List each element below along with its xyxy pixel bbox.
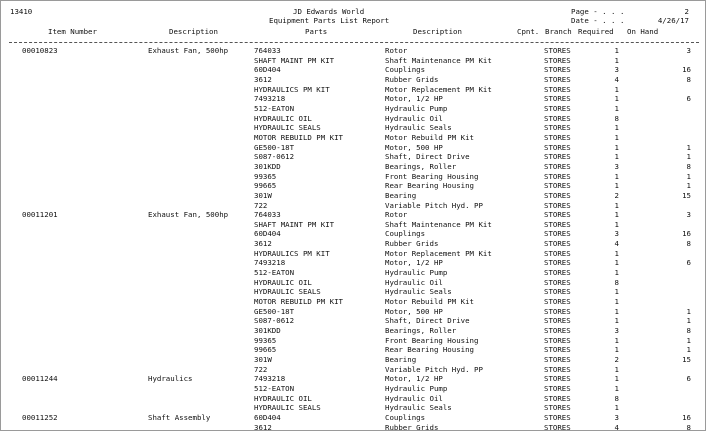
- table-row: [1, 94, 706, 104]
- part-number-cell: 99665: [254, 345, 277, 355]
- part-number-cell: GE500-18T: [254, 306, 295, 316]
- table-row: [1, 403, 706, 413]
- on-hand-qty-cell: 1: [686, 171, 691, 181]
- required-qty-cell: 1: [614, 46, 619, 55]
- required-qty-cell: 1: [614, 306, 619, 316]
- part-number-cell: GE500-18T: [254, 142, 295, 152]
- table-row: [1, 365, 706, 375]
- part-description-cell: Motor, 1/2 HP: [385, 374, 443, 384]
- part-description-cell: Rubber Grids: [385, 422, 439, 431]
- col-header-branch: Branch: [545, 27, 572, 36]
- part-description-cell: Couplings: [385, 412, 426, 422]
- branch-cell: STORES: [544, 306, 571, 316]
- required-qty-cell: 1: [614, 287, 619, 297]
- part-description-cell: Variable Pitch Hyd. PP: [385, 364, 483, 374]
- on-hand-qty-cell: 1: [686, 316, 691, 326]
- part-description-cell: Rotor: [385, 46, 408, 55]
- part-description-cell: Couplings: [385, 229, 426, 239]
- part-number-cell: 60D404: [254, 412, 281, 422]
- required-qty-cell: 1: [614, 248, 619, 258]
- required-qty-cell: 1: [614, 345, 619, 355]
- date-label: Date - . . .: [571, 16, 625, 25]
- required-qty-cell: 4: [614, 422, 619, 431]
- branch-cell: STORES: [544, 374, 571, 384]
- table-row: [1, 268, 706, 278]
- branch-cell: STORES: [544, 200, 571, 210]
- table-row: [1, 143, 706, 153]
- part-number-cell: 99365: [254, 335, 277, 345]
- part-description-cell: Bearings, Roller: [385, 161, 457, 171]
- part-description-cell: Shaft Maintenance PM Kit: [385, 55, 492, 65]
- branch-cell: STORES: [544, 161, 571, 171]
- branch-cell: STORES: [544, 210, 571, 220]
- table-row: [1, 394, 706, 404]
- table-row: [1, 326, 706, 336]
- part-description-cell: Hydraulic Oil: [385, 277, 443, 287]
- part-number-cell: 512-EATON: [254, 268, 295, 278]
- on-hand-qty-cell: 16: [682, 65, 691, 75]
- part-description-cell: Hydraulic Pump: [385, 268, 448, 278]
- required-qty-cell: 1: [614, 132, 619, 142]
- report-number: 13410: [10, 7, 33, 16]
- on-hand-qty-cell: 15: [682, 355, 691, 364]
- on-hand-qty-cell: 8: [686, 161, 691, 171]
- part-number-cell: 512-EATON: [254, 383, 295, 393]
- part-description-cell: Bearings, Roller: [385, 326, 457, 336]
- on-hand-qty-cell: 1: [686, 181, 691, 191]
- branch-cell: STORES: [544, 239, 571, 249]
- required-qty-cell: 1: [614, 297, 619, 307]
- on-hand-qty-cell: 8: [686, 326, 691, 336]
- required-qty-cell: 1: [614, 403, 619, 413]
- part-number-cell: HYDRAULIC SEALS: [254, 403, 321, 413]
- on-hand-qty-cell: 3: [686, 46, 691, 55]
- required-qty-cell: 1: [614, 335, 619, 345]
- table-row: [1, 114, 706, 124]
- required-qty-cell: 1: [614, 210, 619, 220]
- required-qty-cell: 1: [614, 374, 619, 384]
- parts-table-body: [1, 46, 706, 431]
- table-row: [1, 133, 706, 143]
- item-number-cell: 00011252: [22, 412, 58, 422]
- part-number-cell: 301KDD: [254, 326, 281, 336]
- table-row: [1, 287, 706, 297]
- table-row: [1, 46, 706, 56]
- table-row: [1, 85, 706, 95]
- branch-cell: STORES: [544, 345, 571, 355]
- branch-cell: STORES: [544, 248, 571, 258]
- part-number-cell: HYDRAULICS PM KIT: [254, 248, 330, 258]
- part-number-cell: HYDRAULICS PM KIT: [254, 84, 330, 94]
- on-hand-qty-cell: 1: [686, 152, 691, 162]
- branch-cell: STORES: [544, 181, 571, 191]
- table-row: [1, 210, 706, 220]
- branch-cell: STORES: [544, 219, 571, 229]
- part-description-cell: Hydraulic Pump: [385, 103, 448, 113]
- branch-cell: STORES: [544, 258, 571, 268]
- table-row: [1, 239, 706, 249]
- item-number-cell: 00011201: [22, 210, 58, 220]
- part-number-cell: 301W: [254, 355, 272, 364]
- required-qty-cell: 1: [614, 152, 619, 162]
- part-description-cell: Rear Bearing Housing: [385, 345, 474, 355]
- required-qty-cell: 1: [614, 316, 619, 326]
- required-qty-cell: 1: [614, 94, 619, 104]
- col-header-cpnt: Cpnt.: [517, 27, 540, 36]
- branch-cell: STORES: [544, 422, 571, 431]
- branch-cell: STORES: [544, 94, 571, 104]
- table-row: [1, 65, 706, 75]
- required-qty-cell: 3: [614, 229, 619, 239]
- on-hand-qty-cell: 6: [686, 374, 691, 384]
- part-description-cell: Hydraulic Seals: [385, 123, 452, 133]
- on-hand-qty-cell: 8: [686, 239, 691, 249]
- item-number-cell: 00010823: [22, 46, 58, 55]
- part-description-cell: Rubber Grids: [385, 239, 439, 249]
- table-row: [1, 191, 706, 201]
- page-number: 2: [684, 7, 689, 16]
- part-description-cell: Motor, 500 HP: [385, 142, 443, 152]
- required-qty-cell: 1: [614, 142, 619, 152]
- required-qty-cell: 1: [614, 181, 619, 191]
- page-label: Page - . . .: [571, 7, 625, 16]
- on-hand-qty-cell: 8: [686, 74, 691, 84]
- part-number-cell: 764033: [254, 210, 281, 220]
- header-divider: [9, 42, 699, 43]
- on-hand-qty-cell: 1: [686, 306, 691, 316]
- part-description-cell: Variable Pitch Hyd. PP: [385, 200, 483, 210]
- table-row: [1, 374, 706, 384]
- table-row: [1, 413, 706, 423]
- required-qty-cell: 1: [614, 219, 619, 229]
- part-number-cell: 764033: [254, 46, 281, 55]
- part-number-cell: 7493218: [254, 258, 286, 268]
- on-hand-qty-cell: 6: [686, 94, 691, 104]
- branch-cell: STORES: [544, 46, 571, 55]
- part-description-cell: Motor, 500 HP: [385, 306, 443, 316]
- table-row: [1, 355, 706, 365]
- branch-cell: STORES: [544, 403, 571, 413]
- part-number-cell: MOTOR REBUILD PM KIT: [254, 297, 343, 307]
- table-row: [1, 229, 706, 239]
- required-qty-cell: 2: [614, 190, 619, 200]
- on-hand-qty-cell: 6: [686, 258, 691, 268]
- branch-cell: STORES: [544, 152, 571, 162]
- table-row: [1, 181, 706, 191]
- branch-cell: STORES: [544, 326, 571, 336]
- branch-cell: STORES: [544, 364, 571, 374]
- required-qty-cell: 1: [614, 258, 619, 268]
- table-row: [1, 201, 706, 211]
- part-description-cell: Hydraulic Oil: [385, 113, 443, 123]
- part-number-cell: 7493218: [254, 94, 286, 104]
- part-number-cell: SHAFT MAINT PM KIT: [254, 55, 335, 65]
- part-description-cell: Rear Bearing Housing: [385, 181, 474, 191]
- report-subtitle: Equipment Parts List Report: [269, 16, 390, 25]
- part-description-cell: Hydraulic Pump: [385, 383, 448, 393]
- part-description-cell: Hydraulic Oil: [385, 393, 443, 403]
- col-header-parts: Parts: [305, 27, 328, 36]
- table-row: [1, 307, 706, 317]
- part-description-cell: Motor Rebuild PM Kit: [385, 297, 474, 307]
- report-date: 4/26/17: [657, 16, 689, 25]
- part-number-cell: HYDRAULIC OIL: [254, 393, 312, 403]
- part-number-cell: 722: [254, 200, 268, 210]
- branch-cell: STORES: [544, 74, 571, 84]
- branch-cell: STORES: [544, 393, 571, 403]
- part-description-cell: Hydraulic Seals: [385, 403, 452, 413]
- on-hand-qty-cell: 16: [682, 229, 691, 239]
- branch-cell: STORES: [544, 412, 571, 422]
- table-row: [1, 258, 706, 268]
- branch-cell: STORES: [544, 171, 571, 181]
- required-qty-cell: 1: [614, 55, 619, 65]
- part-number-cell: 722: [254, 364, 268, 374]
- part-description-cell: Motor Replacement PM Kit: [385, 84, 492, 94]
- table-row: [1, 423, 706, 431]
- branch-cell: STORES: [544, 229, 571, 239]
- required-qty-cell: 3: [614, 412, 619, 422]
- table-row: [1, 316, 706, 326]
- required-qty-cell: 2: [614, 355, 619, 364]
- part-number-cell: 60D404: [254, 65, 281, 75]
- part-description-cell: Rotor: [385, 210, 408, 220]
- part-number-cell: HYDRAULIC OIL: [254, 113, 312, 123]
- required-qty-cell: 3: [614, 326, 619, 336]
- branch-cell: STORES: [544, 268, 571, 278]
- table-row: [1, 249, 706, 259]
- part-description-cell: Bearing: [385, 355, 417, 364]
- part-number-cell: HYDRAULIC OIL: [254, 277, 312, 287]
- col-header-required: Required: [578, 27, 614, 36]
- branch-cell: STORES: [544, 287, 571, 297]
- part-description-cell: Rubber Grids: [385, 74, 439, 84]
- item-description-cell: Exhaust Fan, 500hp: [148, 210, 229, 220]
- required-qty-cell: 1: [614, 383, 619, 393]
- part-number-cell: 3612: [254, 422, 272, 431]
- part-number-cell: 301W: [254, 190, 272, 200]
- branch-cell: STORES: [544, 65, 571, 75]
- table-row: [1, 162, 706, 172]
- part-number-cell: SHAFT MAINT PM KIT: [254, 219, 335, 229]
- required-qty-cell: 4: [614, 74, 619, 84]
- required-qty-cell: 1: [614, 103, 619, 113]
- part-description-cell: Front Bearing Housing: [385, 171, 479, 181]
- part-number-cell: 7493218: [254, 374, 286, 384]
- col-header-on-hand: On Hand: [627, 27, 659, 36]
- required-qty-cell: 8: [614, 277, 619, 287]
- required-qty-cell: 3: [614, 65, 619, 75]
- required-qty-cell: 1: [614, 268, 619, 278]
- required-qty-cell: 1: [614, 123, 619, 133]
- branch-cell: STORES: [544, 113, 571, 123]
- part-description-cell: Couplings: [385, 65, 426, 75]
- table-row: [1, 75, 706, 85]
- table-row: [1, 172, 706, 182]
- table-row: [1, 152, 706, 162]
- part-number-cell: 99665: [254, 181, 277, 191]
- part-description-cell: Motor Replacement PM Kit: [385, 248, 492, 258]
- item-description-cell: Hydraulics: [148, 374, 193, 384]
- branch-cell: STORES: [544, 142, 571, 152]
- required-qty-cell: 4: [614, 239, 619, 249]
- table-row: [1, 104, 706, 114]
- required-qty-cell: 1: [614, 200, 619, 210]
- part-number-cell: S087-0612: [254, 152, 295, 162]
- table-row: [1, 384, 706, 394]
- required-qty-cell: 8: [614, 113, 619, 123]
- col-header-item-number: Item Number: [48, 27, 97, 36]
- part-number-cell: HYDRAULIC SEALS: [254, 287, 321, 297]
- required-qty-cell: 1: [614, 84, 619, 94]
- branch-cell: STORES: [544, 84, 571, 94]
- on-hand-qty-cell: 3: [686, 210, 691, 220]
- required-qty-cell: 1: [614, 171, 619, 181]
- on-hand-qty-cell: 1: [686, 345, 691, 355]
- part-description-cell: Shaft Maintenance PM Kit: [385, 219, 492, 229]
- table-row: [1, 297, 706, 307]
- on-hand-qty-cell: 8: [686, 422, 691, 431]
- part-number-cell: 512-EATON: [254, 103, 295, 113]
- branch-cell: STORES: [544, 132, 571, 142]
- table-row: [1, 220, 706, 230]
- branch-cell: STORES: [544, 316, 571, 326]
- on-hand-qty-cell: 16: [682, 412, 691, 422]
- branch-cell: STORES: [544, 297, 571, 307]
- part-description-cell: Shaft, Direct Drive: [385, 316, 470, 326]
- item-description-cell: Shaft Assembly: [148, 412, 211, 422]
- table-row: [1, 56, 706, 66]
- branch-cell: STORES: [544, 123, 571, 133]
- part-description-cell: Motor, 1/2 HP: [385, 258, 443, 268]
- col-header-part-description: Description: [413, 27, 462, 36]
- branch-cell: STORES: [544, 190, 571, 200]
- part-number-cell: S087-0612: [254, 316, 295, 326]
- table-row: [1, 345, 706, 355]
- part-number-cell: 301KDD: [254, 161, 281, 171]
- col-header-description: Description: [169, 27, 218, 36]
- required-qty-cell: 8: [614, 393, 619, 403]
- branch-cell: STORES: [544, 103, 571, 113]
- part-number-cell: HYDRAULIC SEALS: [254, 123, 321, 133]
- branch-cell: STORES: [544, 383, 571, 393]
- branch-cell: STORES: [544, 355, 571, 364]
- part-description-cell: Motor, 1/2 HP: [385, 94, 443, 104]
- table-row: [1, 278, 706, 288]
- part-number-cell: 60D404: [254, 229, 281, 239]
- part-number-cell: 3612: [254, 74, 272, 84]
- part-number-cell: 3612: [254, 239, 272, 249]
- table-row: [1, 123, 706, 133]
- on-hand-qty-cell: 15: [682, 190, 691, 200]
- on-hand-qty-cell: 1: [686, 335, 691, 345]
- report-title: JD Edwards World: [293, 7, 365, 16]
- branch-cell: STORES: [544, 55, 571, 65]
- table-row: [1, 336, 706, 346]
- part-description-cell: Hydraulic Seals: [385, 287, 452, 297]
- required-qty-cell: 3: [614, 161, 619, 171]
- part-number-cell: MOTOR REBUILD PM KIT: [254, 132, 343, 142]
- on-hand-qty-cell: 1: [686, 142, 691, 152]
- branch-cell: STORES: [544, 335, 571, 345]
- part-description-cell: Front Bearing Housing: [385, 335, 479, 345]
- branch-cell: STORES: [544, 277, 571, 287]
- item-number-cell: 00011244: [22, 374, 58, 384]
- required-qty-cell: 1: [614, 364, 619, 374]
- part-description-cell: Bearing: [385, 190, 417, 200]
- part-number-cell: 99365: [254, 171, 277, 181]
- part-description-cell: Shaft, Direct Drive: [385, 152, 470, 162]
- item-description-cell: Exhaust Fan, 500hp: [148, 46, 229, 55]
- part-description-cell: Motor Rebuild PM Kit: [385, 132, 474, 142]
